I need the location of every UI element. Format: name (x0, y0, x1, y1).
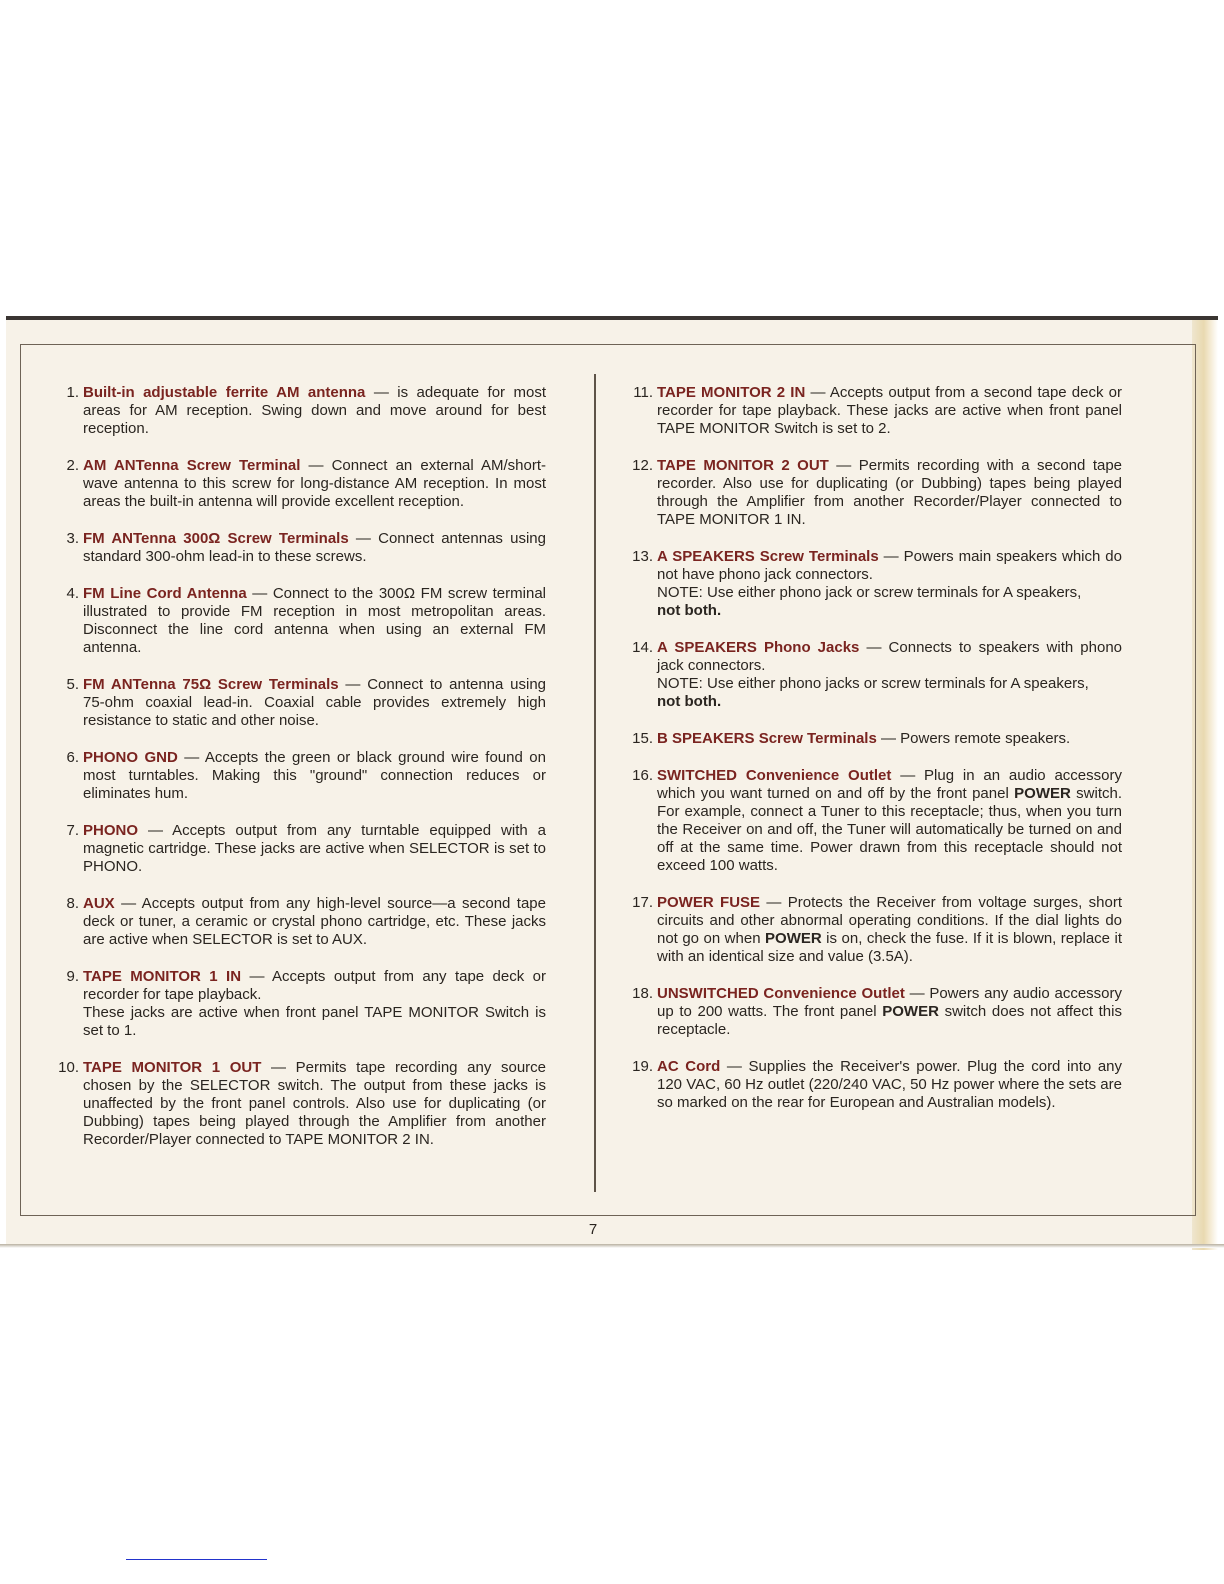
item-number: 7. (66, 822, 79, 839)
list-item (50, 585, 546, 657)
item-text: — Connect an external AM/short-wave antenna to this screw for long-distance AM reception. In most areas the built-in antenna will provide excellent reception. (83, 457, 547, 510)
item-title: UNSWITCHED Convenience Outlet (657, 985, 905, 1002)
item-bold-term: POWER (882, 1003, 939, 1020)
item-text: is on, check the fuse. If it is blown, replace it with an identical size and value (3.5A). (657, 930, 1122, 965)
item-number: 1. (66, 384, 79, 401)
item-text: — Plug in an audio accessory which you want turned on and off by the front panel (657, 767, 1122, 802)
item-title: AC Cord (657, 1058, 721, 1075)
list-item (624, 767, 1122, 875)
left-column (50, 384, 546, 1168)
column-divider (594, 374, 596, 1192)
item-title: SWITCHED Convenience Outlet (657, 767, 892, 784)
item-text: — Connect to antenna using 75-ohm coaxial lead-in. Coaxial cable provides extremely high resistance to static and other noise. (83, 676, 547, 729)
item-number: 13. (632, 548, 653, 565)
list-item (50, 530, 546, 566)
item-number: 3. (66, 530, 79, 547)
list-item (50, 822, 546, 876)
item-text: — Connect antennas using standard 300-ohm lead-in to these screws. (83, 530, 546, 565)
list-item (624, 639, 1122, 711)
item-text: — Accepts the green or black ground wire found on most turntables. Making this "ground" connection reduces or eliminates hum. (83, 749, 546, 802)
item-number: 2. (66, 457, 79, 474)
item-number: 10. (58, 1059, 79, 1076)
item-text: — Powers main speakers which do not have phono jack connectors. (657, 548, 1122, 583)
item-note-bold: not both. (657, 602, 722, 619)
item-text: switch does not affect this receptacle. (657, 1003, 1122, 1038)
item-text: — Protects the Receiver from voltage surges, short circuits and other abnormal operating conditions. If the dial lights do not go on when (657, 894, 1122, 947)
item-title: FM ANTenna 300Ω Screw Terminals (83, 530, 349, 547)
list-item (50, 1059, 546, 1149)
list-item (624, 894, 1122, 966)
item-title: TAPE MONITOR 1 IN (83, 968, 242, 985)
list-item (50, 384, 546, 438)
page-number: 7 (588, 1221, 598, 1238)
item-number: 9. (66, 968, 79, 985)
item-text: — Accepts output from any high-level source—a second tape deck or tuner, a ceramic or crystal phono cartridge, etc. These jacks are active when SELECTOR is set to AUX. (83, 895, 546, 948)
item-title: A SPEAKERS Screw Terminals (657, 548, 879, 565)
item-number: 15. (632, 730, 653, 747)
item-title: FM ANTenna 75Ω Screw Terminals (83, 676, 339, 693)
list-item (50, 749, 546, 803)
item-text: — Permits tape recording any source chosen by the SELECTOR switch. The output from these jacks is unaffected by the front panel controls. Also use for duplicating (or Dubbing) tapes being played through the Amplifier from another Recorder/Player connected to TAPE MONITOR 2 IN. (83, 1059, 546, 1148)
item-number: 17. (632, 894, 653, 911)
item-note: NOTE: Use either phono jack or screw terminals for A speakers, (657, 584, 1082, 601)
item-text: — Permits recording with a second tape recorder. Also use for duplicating (or Dubbing) tapes being played through the Amplifier from another Recorder/Player connected to TAPE MONITOR 1 IN. (657, 457, 1123, 528)
list-item (624, 548, 1122, 620)
item-number: 18. (632, 985, 653, 1002)
list-item (50, 457, 546, 511)
item-title: TAPE MONITOR 2 OUT (657, 457, 829, 474)
item-text: — Connects to speakers with phono jack connectors. (657, 639, 1122, 674)
list-item (50, 968, 546, 1040)
item-title: TAPE MONITOR 1 OUT (83, 1059, 262, 1076)
item-note-bold: not both. (657, 693, 722, 710)
item-title: PHONO (83, 822, 139, 839)
item-number: 16. (632, 767, 653, 784)
item-number: 6. (66, 749, 79, 766)
item-number: 4. (66, 585, 79, 602)
item-title: B SPEAKERS Screw Terminals (657, 730, 877, 747)
item-number: 19. (632, 1058, 653, 1075)
item-bold-term: POWER (765, 930, 822, 947)
item-text: — Supplies the Receiver's power. Plug the cord into any 120 VAC, 60 Hz outlet (220/240 VAC, 50 Hz power where the sets are so marked on the rear for European and Australian models). (657, 1058, 1123, 1111)
item-text: — Powers any audio accessory up to 200 watts. The front panel (657, 985, 1122, 1020)
item-note: NOTE: Use either phono jacks or screw terminals for A speakers, (657, 675, 1089, 692)
item-title: AM ANTenna Screw Terminal (83, 457, 301, 474)
item-bold-term: POWER (1014, 785, 1071, 802)
list-item (624, 457, 1122, 529)
item-text: — Powers remote speakers. (876, 730, 1071, 747)
item-extra: These jacks are active when front panel TAPE MONITOR Switch is set to 1. (83, 1004, 546, 1039)
list-item (624, 1058, 1122, 1112)
item-number: 14. (632, 639, 653, 656)
item-title: TAPE MONITOR 2 IN (657, 384, 806, 401)
item-text: — Accepts output from any tape deck or recorder for tape playback. (83, 968, 546, 1003)
item-number: 5. (66, 676, 79, 693)
list-item (624, 730, 1122, 748)
item-text: — Connect to the 300Ω FM screw terminal illustrated to provide FM reception in most metropolitan areas. Disconnect the line cord antenna when using an external FM antenna. (83, 585, 546, 656)
item-title: Built-in adjustable ferrite AM antenna (83, 384, 366, 401)
item-title: PHONO GND (83, 749, 178, 766)
item-text: — Accepts output from any turntable equipped with a magnetic cartridge. These jacks are active when SELECTOR is set to PHONO. (83, 822, 546, 875)
item-text: switch. For example, connect a Tuner to this receptacle; thus, when you turn the Receiver on and off, the Tuner will automatically be turned on and off at the same time. Power drawn from this receptacle should not exceed 100 watts. (657, 785, 1123, 874)
right-column (624, 384, 1122, 1131)
item-text: — Accepts output from a second tape deck or recorder for tape playback. These jacks are active when front panel TAPE MONITOR Switch is set to 2. (657, 384, 1123, 437)
item-title: POWER FUSE (657, 894, 761, 911)
footer-rule (126, 1559, 267, 1560)
item-number: 8. (66, 895, 79, 912)
item-title: FM Line Cord Antenna (83, 585, 247, 602)
item-title: A SPEAKERS Phono Jacks (657, 639, 860, 656)
list-item (624, 985, 1122, 1039)
list-item (50, 895, 546, 949)
page-bottom-shadow (0, 1244, 1224, 1248)
item-number: 12. (632, 457, 653, 474)
list-item (624, 384, 1122, 438)
list-item (50, 676, 546, 730)
item-title: AUX (83, 895, 115, 912)
item-number: 11. (633, 384, 653, 401)
item-text: — is adequate for most areas for AM reception. Swing down and move around for best reception. (83, 384, 546, 437)
